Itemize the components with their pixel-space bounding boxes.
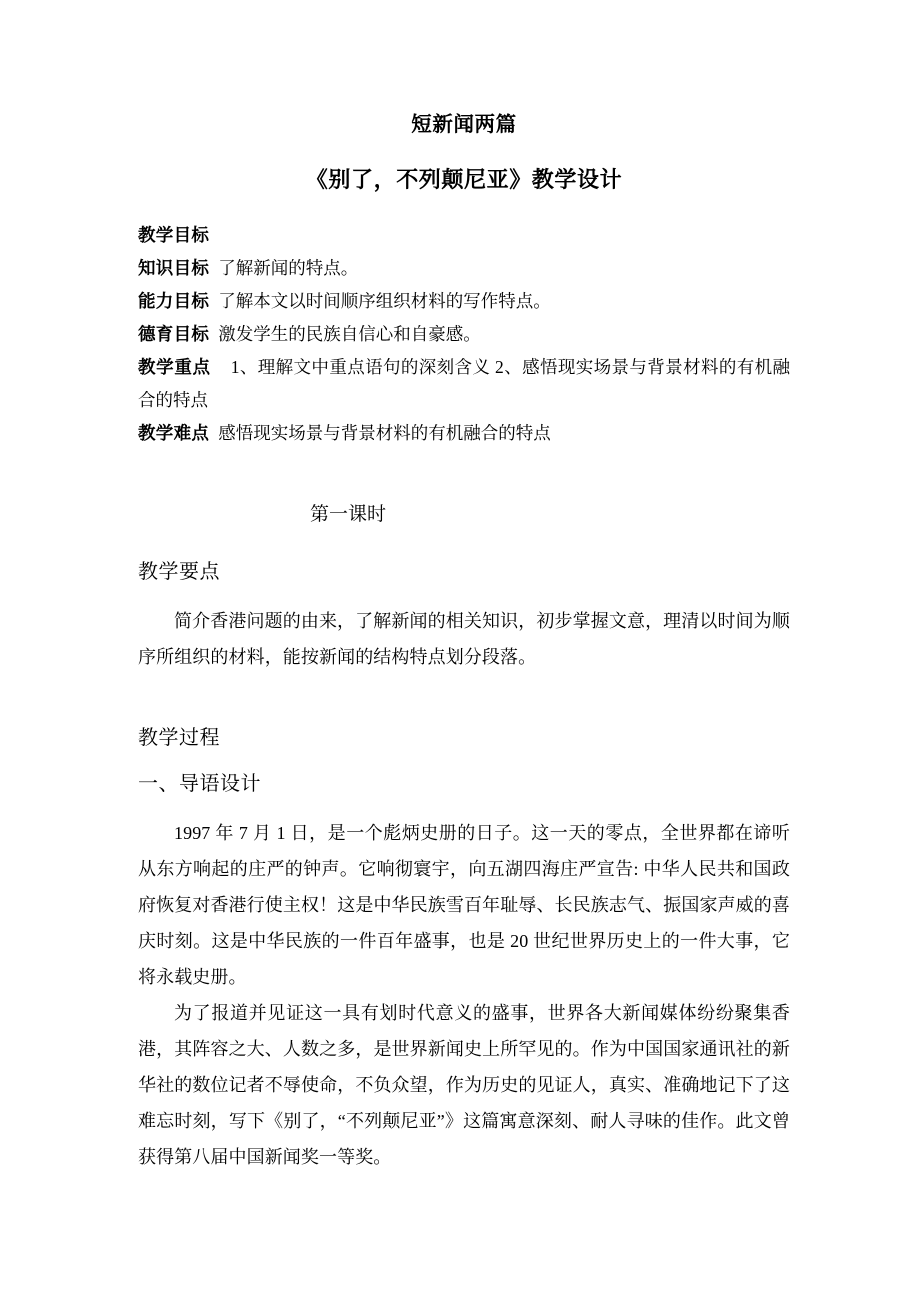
section-heading-process: 教学过程 bbox=[138, 726, 220, 749]
objective-text-knowledge: 了解新闻的特点。 bbox=[218, 257, 359, 278]
objective-text-difficulty: 感悟现实场景与背景材料的有机融合的特点 bbox=[218, 422, 551, 443]
objective-row-knowledge bbox=[138, 252, 790, 285]
objective-label-ability: 能力目标 bbox=[138, 290, 210, 311]
process-paragraph-1: 1997 年 7 月 1 日，是一个彪炳史册的日子。这一天的零点，全世界都在谛听从东方响起的庄严的钟声。它响彻寰宇，向五湖四海庄严宣告: 中华人民共和国政府恢复对香港行使主权！这是中华民族雪百年耻辱、长民族志气、振国家声威的喜庆时刻。这是中华民族的一件百年盛事，也是 20 世纪世界历史上的一件大事，它将永载史册。 bbox=[138, 822, 790, 987]
objective-text-focus: 1、理解文中重点语句的深刻含义 2、感悟现实场景与背景材料的有机融合的特点 bbox=[138, 356, 790, 410]
objective-row-moral bbox=[138, 318, 790, 351]
objective-row-ability bbox=[138, 285, 790, 318]
key-points-paragraph: 简介香港问题的由来，了解新闻的相关知识，初步掌握文意，理清以时间为顺序所组织的材料，能按新闻的结构特点划分段落。 bbox=[138, 610, 790, 667]
objective-text-ability: 了解本文以时间顺序组织材料的写作特点。 bbox=[218, 290, 551, 311]
objective-label-moral: 德育目标 bbox=[138, 323, 210, 344]
objective-label-focus: 教学重点 bbox=[138, 356, 211, 377]
page-subtitle: 《别了，不列颠尼亚》教学设计 bbox=[305, 166, 623, 192]
document-content bbox=[138, 0, 790, 1175]
objective-label-difficulty: 教学难点 bbox=[138, 422, 210, 443]
objectives-label-text: 教学目标 bbox=[138, 224, 210, 245]
section-heading-key-points: 教学要点 bbox=[138, 560, 220, 583]
objective-text-moral: 激发学生的民族自信心和自豪感。 bbox=[218, 323, 481, 344]
objectives-section-label bbox=[138, 219, 790, 252]
teaching-objectives-block bbox=[138, 219, 790, 450]
section-heading-intro-design: 一、导语设计 bbox=[138, 772, 261, 795]
objective-label-knowledge: 知识目标 bbox=[138, 257, 210, 278]
objective-row-focus bbox=[138, 351, 790, 417]
page-title: 短新闻两篇 bbox=[411, 114, 517, 136]
process-paragraph-2: 为了报道并见证这一具有划时代意义的盛事，世界各大新闻媒体纷纷聚集香港，其阵容之大、人数之多，是世界新闻史上所罕见的。作为中国国家通讯社的新华社的数位记者不辱使命，不负众望，作为历史的见证人，真实、准确地记下了这难忘时刻，写下《别了，“不列颠尼亚”》这篇寓意深刻、耐人寻味的佳作。此文曾获得第八届中国新闻奖一等奖。 bbox=[138, 1002, 790, 1167]
objective-row-difficulty bbox=[138, 417, 790, 450]
lesson-period-marker: 第一课时 bbox=[310, 503, 387, 525]
